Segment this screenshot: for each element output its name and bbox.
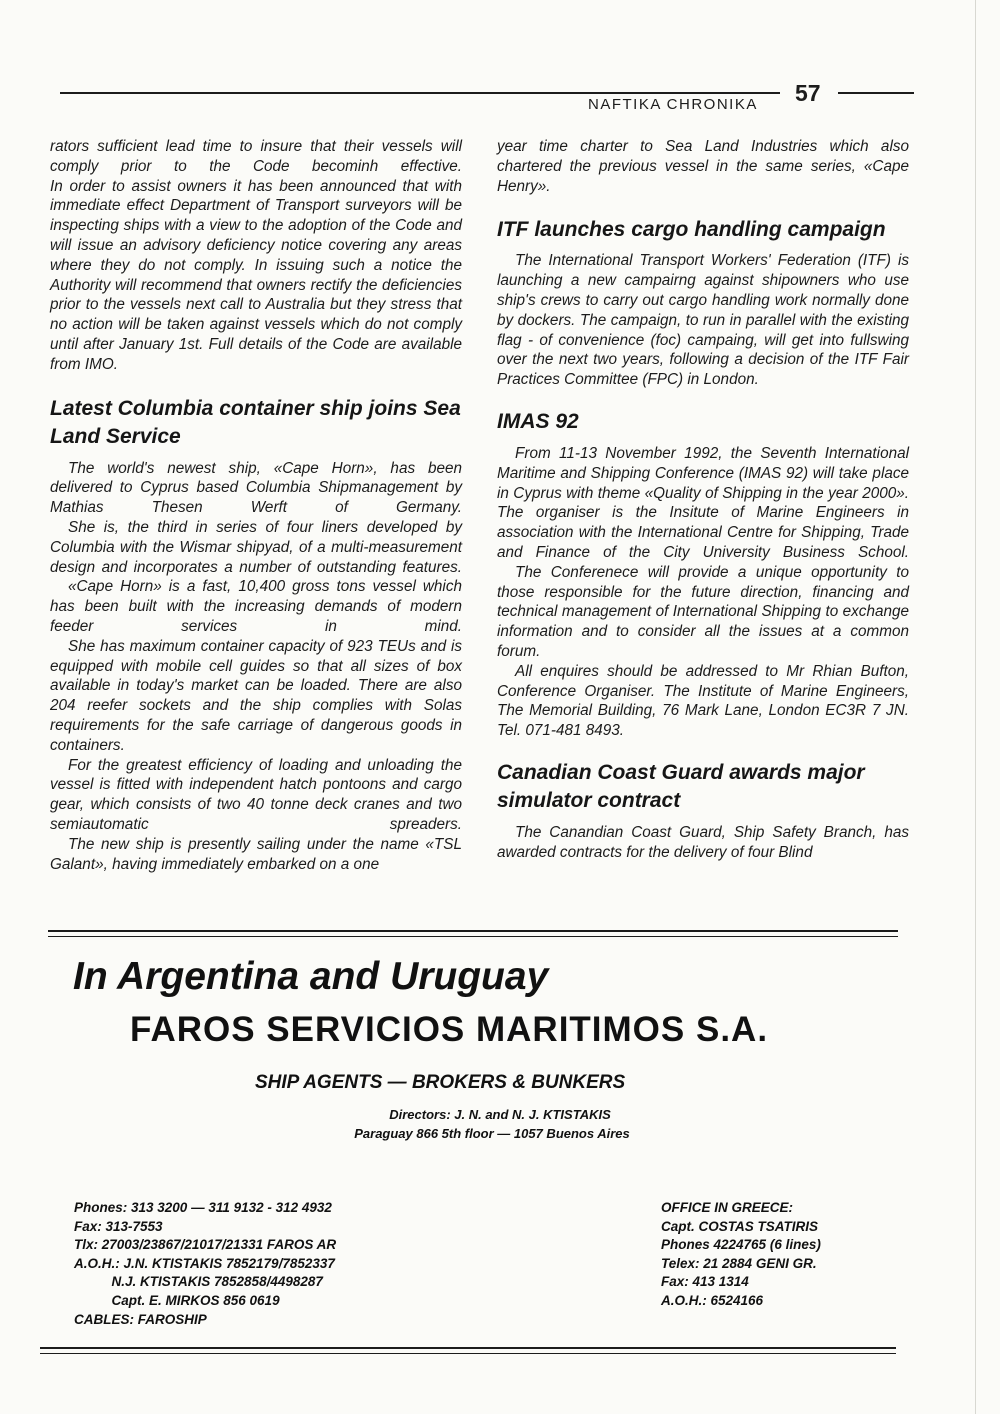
publication-title: NAFTIKA CHRONIKA bbox=[588, 96, 758, 113]
left-column bbox=[50, 137, 462, 874]
heading-columbia: Latest Columbia container ship joins Sea Land Service bbox=[50, 396, 461, 448]
paragraph: The Canandian Coast Guard, Ship Safety Branch, has awarded contracts for the delivery of four Blind bbox=[497, 823, 909, 861]
contact-cables: CABLES: FAROSHIP bbox=[74, 1311, 207, 1327]
paragraph: She has maximum container capacity of 923 TEUs and is equipped with mobile cell guides so that all sizes of box available in today's market can be loaded. There are also 204 reefer sockets and the ship complies with Solas requirements for the safe carriage of dangerous goods in containers. bbox=[50, 637, 462, 754]
paragraph: She is, the third in series of four liners developed by Columbia with the Wismar shipyad, of a multi-measurement design and incorporates a number of outstanding features. bbox=[50, 518, 462, 576]
office-fax: Fax: 413 1314 bbox=[661, 1274, 749, 1290]
ad-rule-top bbox=[48, 930, 898, 932]
heading-canadian-coast-guard: Canadian Coast Guard awards major simulator contract bbox=[497, 760, 865, 812]
header-rule-right bbox=[838, 92, 914, 94]
paragraph: All enquires should be addressed to Mr Rhian Bufton, Conference Organiser. The Institute of Marine Engineers, The Memorial Building, 76 Mark Lane, London EC3R 7 JN. Tel. 071-481 8493. bbox=[497, 662, 909, 740]
office-label: OFFICE IN GREECE: bbox=[661, 1200, 794, 1215]
contact-aoh: Capt. E. MIRKOS 856 0619 bbox=[74, 1292, 280, 1308]
paragraph: For the greatest efficiency of loading and unloading the vessel is fitted with independent hatch pontoons and cargo gear, which consists of two 40 tonne deck cranes and two semiautomatic spreaders. bbox=[50, 756, 462, 833]
paragraph: year time charter to Sea Land Industries which also chartered the previous vessel in the same series, «Cape Henry». bbox=[497, 138, 909, 195]
ad-directors: Directors: J. N. and N. J. KTISTAKIS bbox=[389, 1107, 611, 1122]
page-edge bbox=[975, 0, 976, 1414]
paragraph: rators sufficient lead time to insure that their vessels will comply prior to the Code becominh effective. bbox=[50, 138, 462, 175]
ad-headline: In Argentina and Uruguay bbox=[73, 955, 549, 998]
contact-telex: Tlx: 27003/23867/21017/21331 FAROS AR bbox=[74, 1237, 337, 1253]
ad-rule-bottom bbox=[40, 1347, 896, 1349]
contact-aoh: N.J. KTISTAKIS 7852858/4498287 bbox=[74, 1274, 323, 1290]
page-number: 57 bbox=[795, 80, 821, 106]
contact-fax: Fax: 313-7553 bbox=[74, 1218, 163, 1234]
ad-address: Paraguay 866 5th floor — 1057 Buenos Aires bbox=[354, 1126, 630, 1141]
paragraph: «Cape Horn» is a fast, 10,400 gross tons vessel which has been built with the increasing demands of modern feeder services in mind. bbox=[50, 578, 462, 635]
paragraph: The Conferenece will provide a unique opportunity to those responsible for the future direction, financing and technical management of International Shipping to exchange information and to consider all the issues at a common forum. bbox=[497, 563, 909, 660]
ad-rule-top-inner bbox=[48, 936, 898, 937]
contact-aoh: A.O.H.: J.N. KTISTAKIS 7852179/7852337 bbox=[74, 1255, 335, 1271]
ad-contacts-right bbox=[661, 1199, 821, 1311]
contact-phones: Phones: 313 3200 — 311 9132 - 312 4932 bbox=[74, 1200, 332, 1215]
ad-services: SHIP AGENTS — BROKERS & BUNKERS bbox=[255, 1072, 626, 1093]
office-phones: Phones 4224765 (6 lines) bbox=[661, 1237, 821, 1253]
paragraph: From 11-13 November 1992, the Seventh International Maritime and Shipping Conference (IMAS 92) will take place in Cyprus with theme «Quality of Shipping in the year 2000». The organiser is the Insitute of Marine Engineers in association with the International Centre for Shipping, Trade and Finance of the City University Business School. bbox=[497, 444, 909, 561]
header-rule-left bbox=[60, 92, 780, 94]
paragraph: The new ship is presently sailing under the name «TSL Galant», having immediately embarked on a one bbox=[50, 835, 462, 873]
ad-company-name: FAROS SERVICIOS MARITIMOS S.A. bbox=[130, 1010, 769, 1049]
ad-contacts-left bbox=[74, 1199, 336, 1329]
right-column bbox=[497, 137, 909, 863]
office-telex: Telex: 21 2884 GENI GR. bbox=[661, 1255, 817, 1271]
paragraph: The International Transport Workers' Federation (ITF) is launching a new campairng against shipowners who use ship's crews to carry out cargo handling work normally done by dockers. The campaign, to run in parallel with the existing flag - of convenience (foc) campaing, will get into fullswing over the next two years, following a decision of the ITF Fair Practices Committee (FPC) in London. bbox=[497, 252, 909, 389]
heading-itf: ITF launches cargo handling campaign bbox=[497, 218, 886, 242]
ad-rule-bottom-inner bbox=[40, 1353, 896, 1354]
paragraph: The world's newest ship, «Cape Horn», has been delivered to Cyprus based Columbia Shipmanagement by Mathias Thesen Werft of Germany. bbox=[50, 459, 462, 517]
office-contact-name: Capt. COSTAS TSATIRIS bbox=[661, 1218, 819, 1234]
heading-imas: IMAS 92 bbox=[497, 409, 579, 433]
office-aoh: A.O.H.: 6524166 bbox=[661, 1292, 764, 1308]
paragraph: In order to assist owners it has been announced that with immediate effect Department of Transport surveyors will be inspecting ships with a view to the adoption of the Code and will issue an advisory deficiency notice covering any areas where they do not comply. In issuing such a notice the Authority will recommend that owners rectify the deficiencies prior to the vessels next call to Australia but they stress that no action will be taken against vessels which do not comply until after January 1st. Full details of the Code are available from IMO. bbox=[50, 177, 462, 373]
